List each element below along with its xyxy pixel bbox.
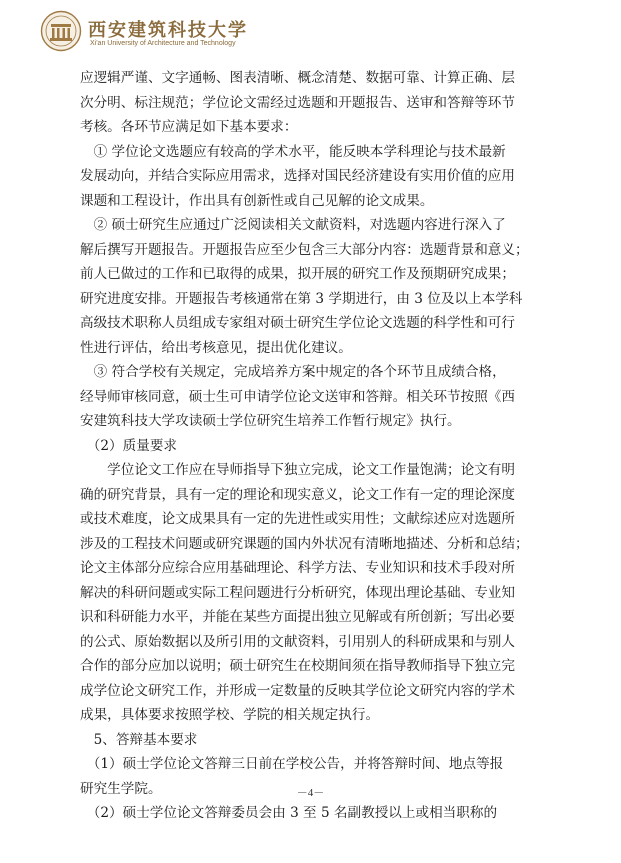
text-line: 研究生学院。 <box>80 780 162 797</box>
text-line: ③ 符合学校有关规定，完成培养方案中规定的各个环节且成绩合格， <box>80 364 506 380</box>
university-seal-icon <box>40 10 82 52</box>
text-line: 经导师审核同意，硕士生可申请学位论文送审和答辩。相关环节按照《西 <box>80 388 515 405</box>
text-line: 论文主体部分应综合应用基础理论、科学方法、专业知识和技术手段对所 <box>80 560 515 576</box>
text-line: 课题和工程设计，作出具有创新性或自己见解的论文成果。 <box>80 192 434 209</box>
text-line: 解决的科研问题或实际工程问题进行分析研究，体现出理论基础、专业知 <box>80 584 515 601</box>
text-line: 学位论文工作应在导师指导下独立完成，论文工作量饱满；论文有明 <box>80 462 515 478</box>
university-name-cn: 西安建筑科技大学 <box>88 20 248 41</box>
text-line: 次分明、标注规范；学位论文需经过选题和开题报告、送审和答辩等环节 <box>80 94 515 111</box>
text-line: 成果，具体要求按照学校、学院的相关规定执行。 <box>80 707 380 723</box>
text-line: 或技术难度，论文成果具有一定的先进性或实用性；文献综述应对选题所 <box>80 511 515 527</box>
text-line: （2）硕士学位论文答辩委员会由 3 至 5 名副教授以上或相当职称的 <box>80 805 498 821</box>
text-line: ① 学位论文选题应有较高的学术水平，能反映本学科理论与技术最新 <box>80 143 506 160</box>
document-body <box>80 66 550 826</box>
text-line: 成学位论文研究工作，并形成一定数量的反映其学位论文研究内容的学术 <box>80 682 515 699</box>
section-heading: （2）质量要求 <box>80 437 178 454</box>
text-line: 高级技术职称人员组成专家组对硕士研究生学位论文选题的科学性和可行 <box>80 315 515 331</box>
text-line: 安建筑科技大学攻读硕士学位研究生培养工作暂行规定》执行。 <box>80 413 461 429</box>
text-line: 识和科研能力水平，并能在某些方面提出独立见解或有所创新；写出必要 <box>80 609 515 625</box>
text-line: 考核。各环节应满足如下基本要求： <box>80 119 298 135</box>
text-line: （1）硕士学位论文答辩三日前在学校公告，并将答辩时间、地点等报 <box>80 756 504 772</box>
text-line: 涉及的工程技术问题或研究课题的国内外状况有清晰地描述、分析和总结； <box>80 535 529 552</box>
page-number: －4－ <box>296 787 325 799</box>
text-line: 合作的部分应加以说明；硕士研究生在校期间须在指导教师指导下独立完 <box>80 658 515 674</box>
text-line: 研究进度安排。开题报告考核通常在第 3 学期进行，由 3 位及以上本学科 <box>80 290 523 307</box>
section-heading: 5、答辩基本要求 <box>80 731 198 748</box>
page-header <box>40 10 600 54</box>
text-line: 的公式、原始数据以及所引用的文献资料，引用别人的科研成果和与别人 <box>80 633 515 650</box>
text-line: 发展动向，并结合实际应用需求，选择对国民经济建设有实用价值的应用 <box>80 168 515 184</box>
text-line: 性进行评估，给出考核意见，提出优化建议。 <box>80 339 352 356</box>
text-line: 前人已做过的工作和已取得的成果，拟开展的研究工作及预期研究成果； <box>80 266 515 282</box>
university-name-en: Xi'an University of Architecture and Technology <box>90 40 236 47</box>
text-line: ② 硕士研究生应通过广泛阅读相关文献资料，对选题内容进行深入了 <box>80 217 506 233</box>
text-line: 解后撰写开题报告。开题报告应至少包含三大部分内容：选题背景和意义； <box>80 241 529 258</box>
text-line: 确的研究背景，具有一定的理论和现实意义，论文工作有一定的理论深度 <box>80 486 515 503</box>
text-line: 应逻辑严谨、文字通畅、图表清晰、概念清楚、数据可靠、计算正确、层 <box>80 70 515 86</box>
